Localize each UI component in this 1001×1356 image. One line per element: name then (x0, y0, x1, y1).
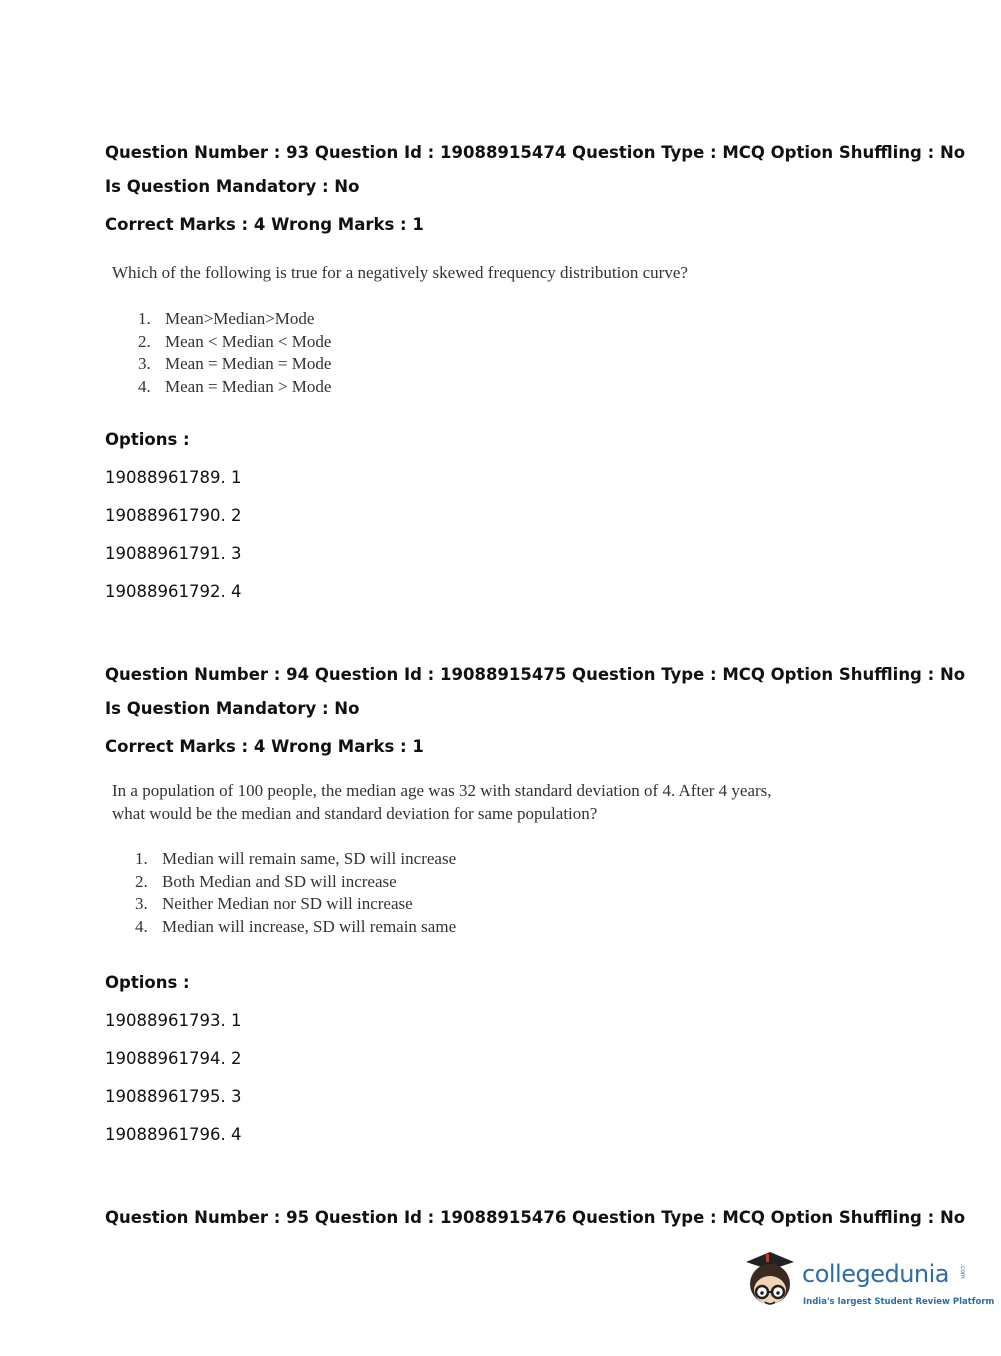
q94-mandatory: Is Question Mandatory : No (105, 699, 360, 718)
q94-choice-3: 3. Neither Median nor SD will increase (135, 894, 413, 914)
q94-choice-list (135, 848, 456, 939)
q94-choice-1: 1. Median will remain same, SD will increase (135, 849, 457, 868)
q94-choice-4: 4. Median will increase, SD will remain same (135, 917, 457, 937)
q93-option-3: 19088961791. 3 (105, 544, 242, 563)
logo-tagline: India's largest Student Review Platform (803, 1297, 995, 1307)
q94-option-1: 19088961793. 1 (105, 1011, 242, 1030)
q93-option-4: 19088961792. 4 (105, 582, 242, 601)
q95-header: Question Number : 95 Question Id : 19088915476 Question Type : MCQ Option Shuffling : No (105, 1208, 966, 1227)
q93-choice-2: 2. Mean < Median < Mode (138, 331, 332, 351)
q93-choice-1: 1. Mean>Median>Mode (138, 309, 315, 328)
collegedunia-logo[interactable] (740, 1248, 995, 1318)
q94-stem-line-2: what would be the median and standard deviation for same population? (112, 804, 598, 823)
q93-choice-4: 4. Mean = Median > Mode (138, 377, 332, 397)
q93-option-2: 19088961790. 2 (105, 506, 242, 525)
q94-header: Question Number : 94 Question Id : 19088915475 Question Type : MCQ Option Shuffling : No (105, 665, 966, 684)
q94-options-label: Options : (105, 973, 190, 992)
q93-option-1: 19088961789. 1 (105, 468, 242, 487)
logo-wordmark: collegedunia (802, 1260, 950, 1288)
q94-stem (112, 779, 772, 825)
q93-marks: Correct Marks : 4 Wrong Marks : 1 (105, 215, 424, 234)
q94-choice-2: 2. Both Median and SD will increase (135, 871, 397, 891)
q93-stem: Which of the following is true for a negatively skewed frequency distribution curve? (112, 263, 688, 282)
q93-options-label: Options : (105, 430, 190, 449)
q93-choice-3: 3. Mean = Median = Mode (138, 354, 332, 374)
q94-option-4: 19088961796. 4 (105, 1125, 242, 1144)
q94-marks: Correct Marks : 4 Wrong Marks : 1 (105, 737, 424, 756)
q94-stem-line-1: In a population of 100 people, the median age was 32 with standard deviation of 4. After 4 years, (112, 781, 772, 800)
q93-header: Question Number : 93 Question Id : 19088915474 Question Type : MCQ Option Shuffling : No (105, 143, 966, 162)
q94-option-2: 19088961794. 2 (105, 1049, 242, 1068)
q93-choice-list (138, 308, 331, 399)
logo-domain: .com (959, 1264, 966, 1279)
mascot-icon (740, 1248, 802, 1318)
q93-mandatory: Is Question Mandatory : No (105, 177, 360, 196)
q94-option-3: 19088961795. 3 (105, 1087, 242, 1106)
